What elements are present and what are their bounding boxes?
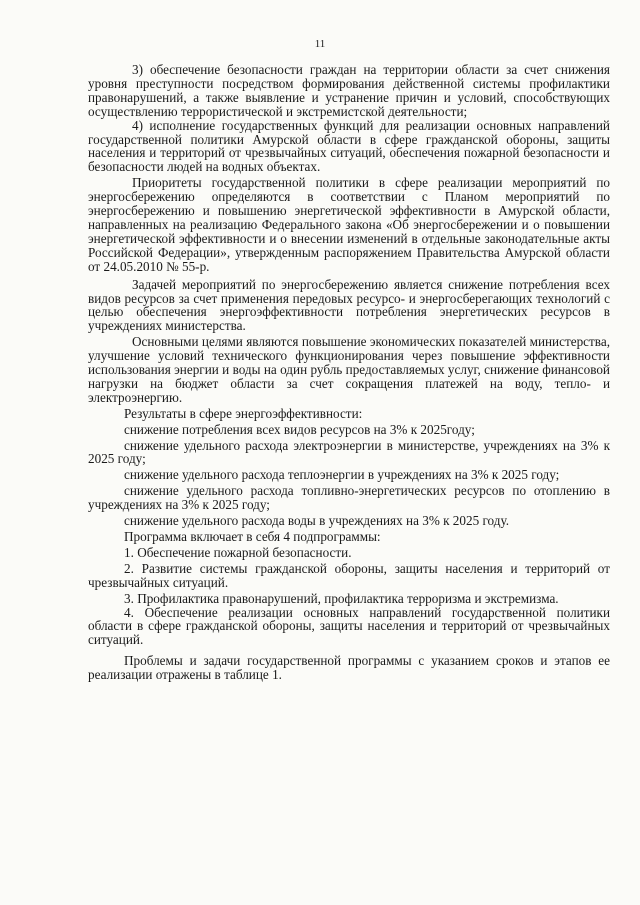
paragraph: Основными целями являются повышение экономических показателей министерства, улучшение условий технического функционирования через повышение эффективности использования энергии и воды на один рубль предоставляемых услуг, снижение финансовой нагрузки на бюджет области за счет сокращения платежей на воду, тепло- и электроэнергию. <box>88 334 610 405</box>
paragraph: Приоритеты государственной политики в сфере реализации мероприятий по энергосбережению определяются в соответствии с Планом мероприятий по энергосбережению и повышению энергетической эффективности в Амурской области, направленных на реализацию Федерального закона «Об энергосбережении и о повышении энергетической эффективности и о внесении изменений в отдельные законодательные акты Российской Федерации», утвержденным распоряжением Правительства Амурской области от 24.05.2010 № 55-р. <box>88 175 610 274</box>
list-item: Программа включает в себя 4 подпрограммы: <box>124 529 381 544</box>
list-item: снижение удельного расхода воды в учреждениях на 3% к 2025 году. <box>124 513 510 529</box>
paragraph: 3) обеспечение безопасности граждан на территории области за счет снижения уровня преступности посредством формирования действенной системы профилактики правонарушений, а также выявление и устранение причин и условий, способствующих осуществлению террористической и экстремистской деятельности; <box>88 62 610 119</box>
list-item: 4. Обеспечение реализации основных направлений государственной политики области в сфере гражданской обороны, защиты населения и территорий от чрезвычайных ситуаций. <box>88 604 610 648</box>
list-item: Результаты в сфере энергоэффективности: <box>124 405 363 421</box>
list-item: снижение удельного расхода электроэнергии в министерстве, учреждениях на 3% к 2025 году; <box>88 437 610 467</box>
list-item: снижение удельного расхода теплоэнергии в учреждениях на 3% к 2025 году; <box>124 467 560 483</box>
list-item: 2. Развитие системы гражданской обороны, защиты населения и территорий от чрезвычайных ситуаций. <box>88 560 610 590</box>
document-body <box>88 63 610 682</box>
paragraph: Задачей мероприятий по энергосбережению является снижение потребления всех видов ресурсов за счет применения передовых ресурсо- и энергосберегающих технологий с целью обеспечения энергоэффективности потребления энергетических ресурсов в учреждениях министерства. <box>88 276 610 334</box>
paragraph: Проблемы и задачи государственной программы с указанием сроков и этапов ее реализации отражены в таблице 1. <box>88 653 610 683</box>
list-item: снижение потребления всех видов ресурсов на 3% к 2025году; <box>124 421 475 437</box>
paragraph: 4) исполнение государственных функций для реализации основных направлений государственной политики Амурской области в сфере гражданской обороны, защиты населения и территорий от чрезвычайных ситуаций, обеспечения пожарной безопасности и безопасности людей на водных объектах. <box>88 117 610 175</box>
list-item: 1. Обеспечение пожарной безопасности. <box>124 544 352 560</box>
page-number: 11 <box>314 38 326 50</box>
list-item: 3. Профилактика правонарушений, профилактика терроризма и экстремизма. <box>124 590 559 606</box>
list-item: снижение удельного расхода топливно-энергетических ресурсов по отоплению в учреждениях на 3% к 2025 году; <box>88 483 610 513</box>
